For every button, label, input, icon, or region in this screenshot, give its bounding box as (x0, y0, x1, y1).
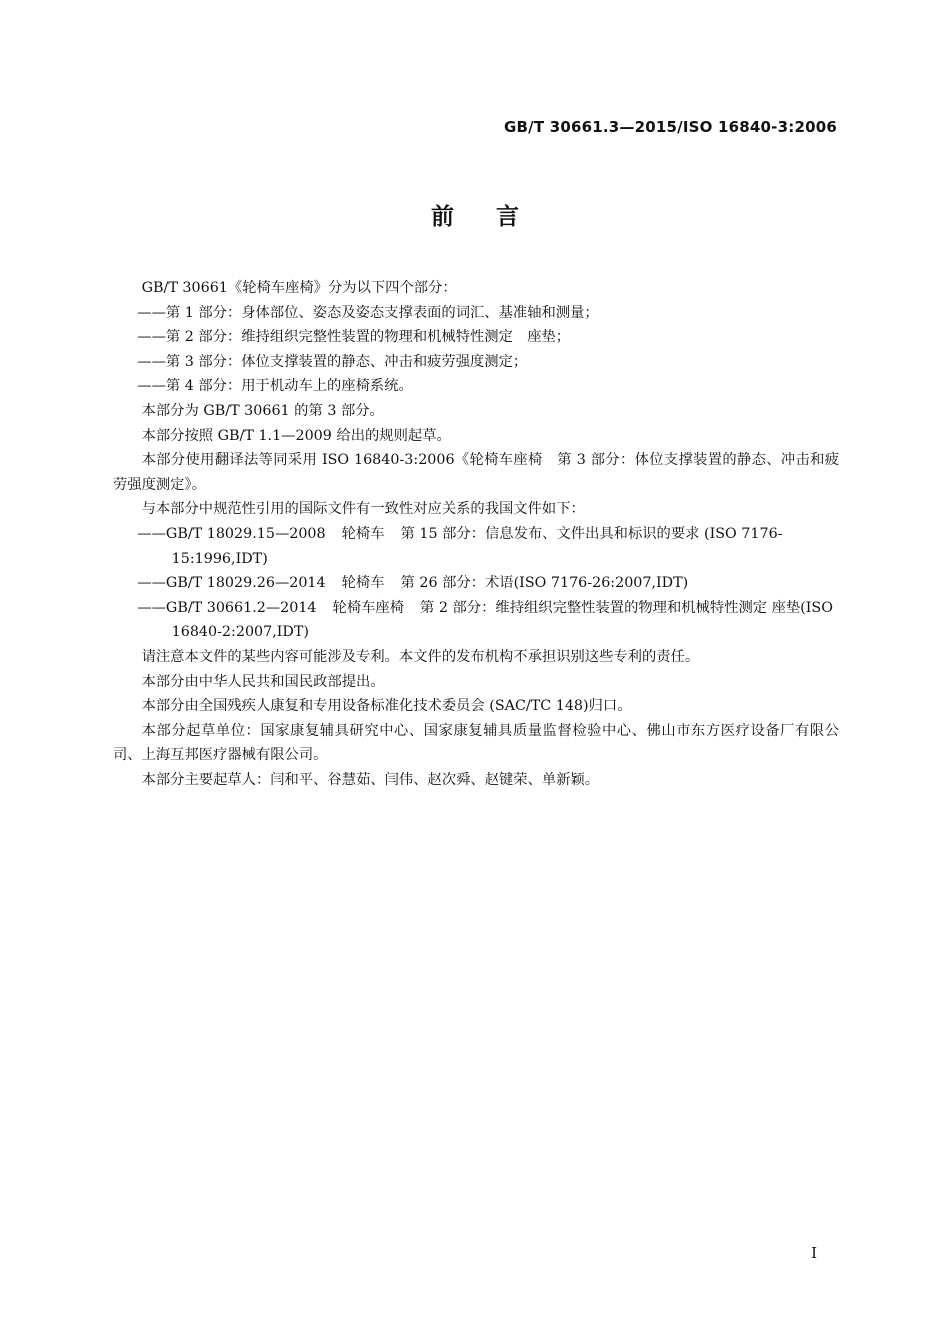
part-list-item: ——第 2 部分：维持组织完整性装置的物理和机械特性测定 座垫； (137, 329, 571, 346)
page-title: 前言 (431, 204, 561, 230)
reference-code: ——GB/T 18029.26—2014 (137, 575, 326, 592)
correspondence-intro-paragraph: 与本部分中规范性引用的国际文件有一致性对应关系的我国文件如下： (141, 501, 585, 518)
reference-part: 第 15 部分：信息发布、文件出具和标识的要求 (ISO 7176-15:1996,IDT) (171, 525, 783, 567)
reference-part: 第 26 部分：术语(ISO 7176-26:2007,IDT) (400, 575, 689, 592)
reference-code: ——GB/T 18029.15—2008 (137, 525, 326, 542)
reference-code: ——GB/T 30661.2—2014 (137, 599, 317, 616)
proposed-by-paragraph: 本部分由中华人民共和国民政部提出。 (141, 673, 385, 690)
this-part-paragraph: 本部分为 GB/T 30661 的第 3 部分。 (141, 402, 384, 419)
reference-item (113, 522, 839, 571)
foreword-body (113, 276, 839, 792)
managed-by-paragraph: 本部分由全国残疾人康复和专用设备标准化技术委员会 (SAC/TC 148)归口。 (141, 698, 632, 715)
drafting-rules-paragraph: 本部分按照 GB/T 1.1—2009 给出的规则起草。 (141, 427, 451, 444)
patent-paragraph: 请注意本文件的某些内容可能涉及专利。本文件的发布机构不承担识别这些专利的责任。 (141, 648, 700, 665)
standard-number: GB/T 30661.3—2015/ISO 16840-3:2006 (504, 118, 837, 136)
drafters-paragraph: 本部分主要起草人：闫和平、谷慧茹、闫伟、赵次舜、赵键荣、单新颖。 (141, 771, 600, 788)
reference-item (113, 571, 839, 596)
part-list-item: ——第 1 部分：身体部位、姿态及姿态支撑表面的词汇、基准轴和测量； (137, 304, 599, 321)
translation-paragraph: 本部分使用翻译法等同采用 ISO 16840-3:2006《轮椅车座椅 第 3 部分：体位支撑装置的静态、冲击和疲劳强度测定》。 (113, 452, 839, 493)
drafting-units-paragraph: 本部分起草单位：国家康复辅具研究中心、国家康复辅具质量监督检验中心、佛山市东方医疗设备厂有限公司、上海互邦医疗器械有限公司。 (113, 722, 839, 764)
reference-name: 轮椅车 (341, 525, 385, 542)
reference-item (113, 596, 839, 645)
intro-paragraph: GB/T 30661《轮椅车座椅》分为以下四个部分： (141, 280, 457, 296)
reference-name: 轮椅车座椅 (332, 599, 405, 616)
part-list-item: ——第 4 部分：用于机动车上的座椅系统。 (137, 378, 413, 395)
page-number: I (811, 1244, 817, 1262)
part-list-item: ——第 3 部分：体位支撑装置的静态、冲击和疲劳强度测定； (137, 353, 528, 370)
reference-part: 第 2 部分：维持组织完整性装置的物理和机械特性测定 座垫(ISO 16840-2:2007,IDT) (171, 599, 833, 641)
reference-name: 轮椅车 (341, 575, 385, 592)
